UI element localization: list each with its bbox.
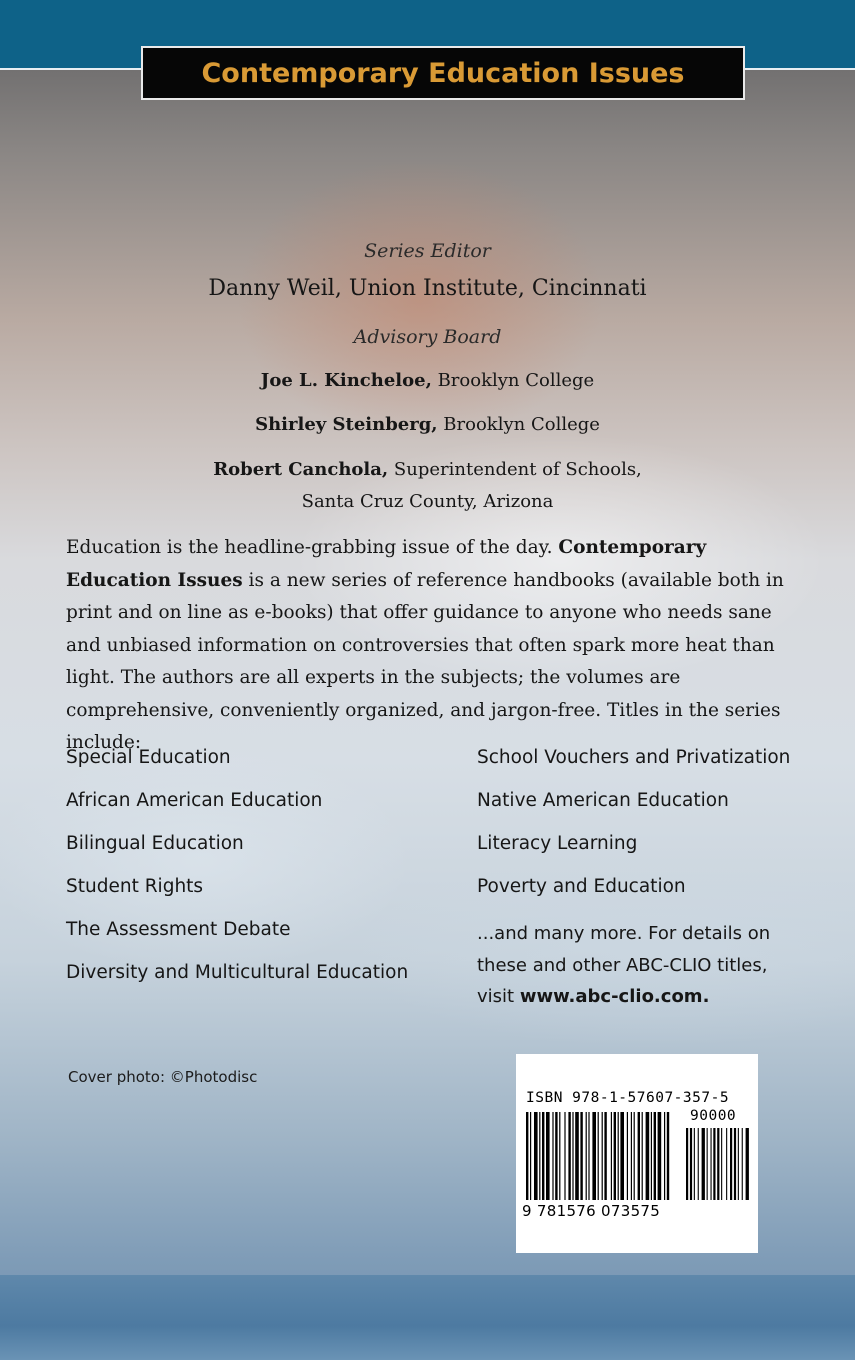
series-editor-line (0, 276, 855, 301)
title-item: Native American Education (477, 790, 729, 811)
description-series-name: Contemporary Education Issues (66, 537, 707, 591)
barcode-panel (516, 1054, 758, 1253)
cover-photo-credit: Cover photo: ©Photodisc (68, 1068, 258, 1086)
member-name: Shirley Steinberg, (255, 414, 438, 435)
description-part1: Education is the headline-grabbing issue of the day. (66, 537, 559, 558)
series-editor-label: Series Editor (364, 240, 491, 262)
bottom-color-band (0, 1275, 855, 1360)
advisory-board-label: Advisory Board (353, 326, 502, 348)
title-item: School Vouchers and Privatization (477, 747, 791, 768)
description-part2: is a new series of reference handbooks (available both in print and on line as e-books) that offer guidance to anyone who needs sane and unbiased information on controversies that often spark more heat than light. The authors are all experts in the subjects; the volumes are comprehensive, conveniently organized, and jargon-free. Titles in the series include: (66, 569, 784, 753)
publisher-url[interactable]: www.abc-clio.com. (519, 986, 710, 1007)
title-item: Student Rights (66, 876, 204, 897)
member-affiliation: Brooklyn College (437, 414, 600, 435)
series-editor-affiliation: Union Institute, Cincinnati (341, 276, 647, 301)
title-item: Literacy Learning (477, 833, 638, 854)
price-code: 90000 (690, 1108, 737, 1124)
series-description (66, 532, 794, 760)
more-info-text: ...and many more. For details on these and other ABC-CLIO titles, visit (477, 923, 771, 1007)
member-name: Robert Canchola, (213, 459, 389, 480)
barcode-icon (516, 1054, 758, 1253)
isbn-label: ISBN 978-1-57607-357-5 (526, 1090, 730, 1106)
advisory-member (0, 370, 855, 391)
more-info (477, 918, 797, 1013)
series-editor-name: Danny Weil, (208, 276, 342, 301)
member-affiliation: Brooklyn College (431, 370, 595, 391)
series-banner (141, 46, 745, 100)
title-item: Bilingual Education (66, 833, 244, 854)
advisory-member (0, 414, 855, 435)
title-item: Diversity and Multicultural Education (66, 962, 409, 983)
ean-digits: 9 781576 073575 (522, 1202, 661, 1220)
title-item: African American Education (66, 790, 323, 811)
member-affiliation-line2: Santa Cruz County, Arizona (301, 491, 554, 512)
title-item: Special Education (66, 747, 231, 768)
member-name: Joe L. Kincheloe, (260, 370, 432, 391)
title-item: The Assessment Debate (66, 919, 291, 940)
member-affiliation: Superintendent of Schools, (388, 459, 642, 480)
title-item: Poverty and Education (477, 876, 686, 897)
series-title: Contemporary Education Issues (201, 57, 685, 89)
advisory-member (0, 459, 855, 480)
